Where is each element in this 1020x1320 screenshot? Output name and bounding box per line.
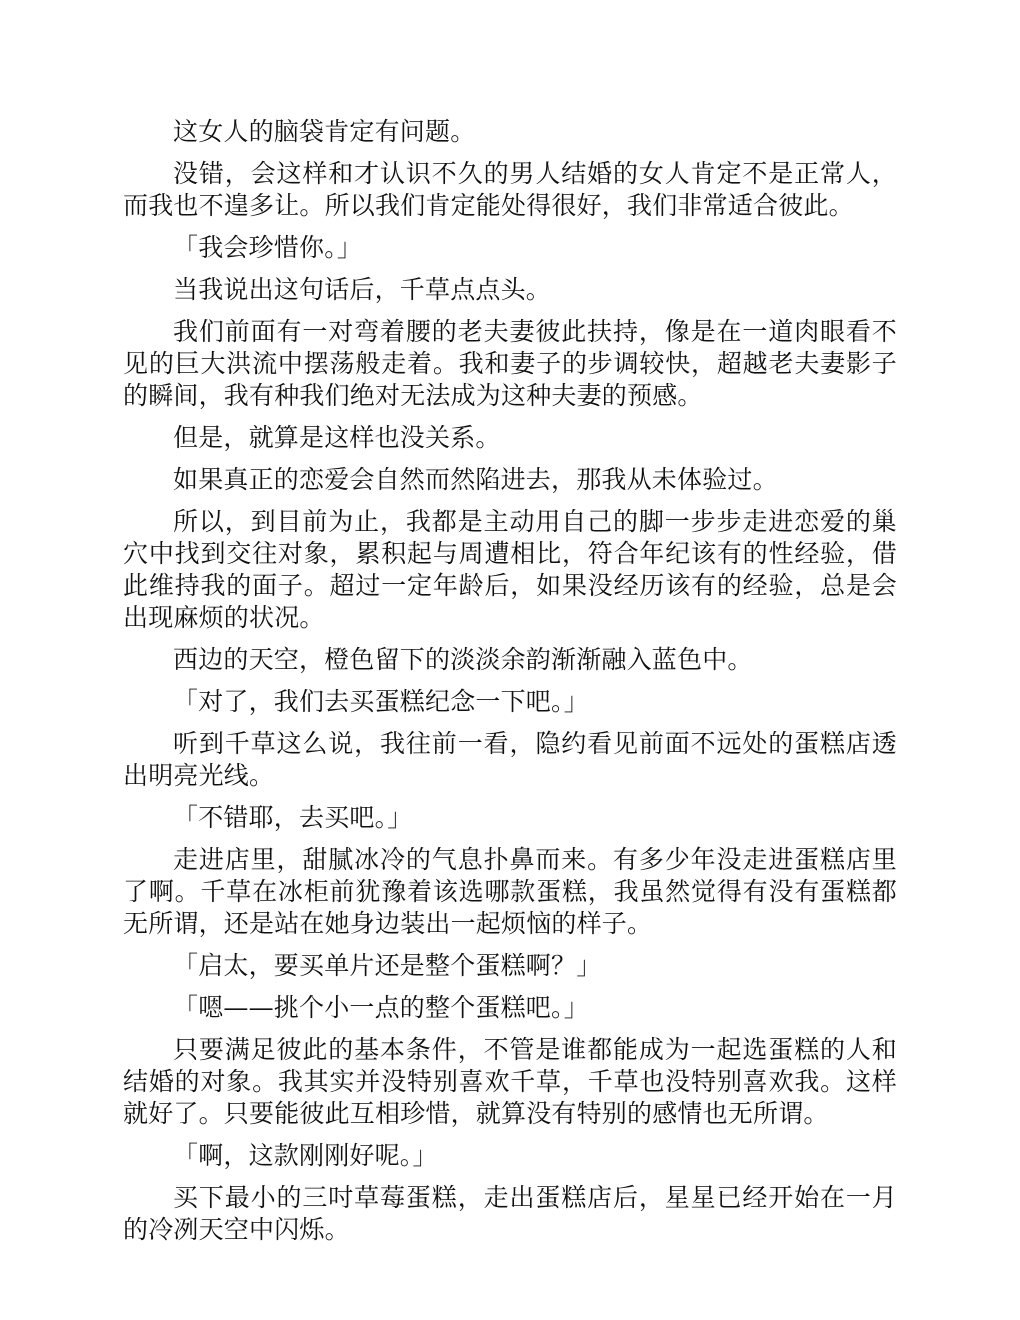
paragraph: 我们前面有一对弯着腰的老夫妻彼此扶持，像是在一道肉眼看不见的巨大洪流中摆荡般走着。我和妻子的步调较快，超越老夫妻影子的瞬间，我有种我们绝对无法成为这种夫妻的预感。: [123, 317, 897, 410]
paragraph: 只要满足彼此的基本条件，不管是谁都能成为一起选蛋糕的人和结婚的对象。我其实并没特别喜欢千草，千草也没特别喜欢我。这样就好了。只要能彼此互相珍惜，就算没有特别的感情也无所谓。: [123, 1035, 897, 1128]
paragraph: 「不错耶，去买吧。」: [173, 803, 413, 832]
paragraph: 「对了，我们去买蛋糕纪念一下吧。」: [173, 687, 589, 716]
paragraph: 这女人的脑袋肯定有问题。: [173, 117, 476, 146]
paragraph: 「启太，要买单片还是整个蛋糕啊？」: [173, 951, 602, 980]
paragraph: 西边的天空，橙色留下的淡淡余韵渐渐融入蓝色中。: [173, 645, 753, 674]
paragraph: 所以，到目前为止，我都是主动用自己的脚一步步走进恋爱的巢穴中找到交往对象，累积起与周遭相比，符合年纪该有的性经验，借此维持我的面子。超过一定年龄后，如果没经历该有的经验，总是会出现麻烦的状况。: [123, 507, 897, 632]
document-page: [123, 116, 897, 1256]
paragraph: 当我说出这句话后，千草点点头。: [173, 275, 552, 304]
paragraph: 「啊，这款刚刚好呢。」: [173, 1141, 438, 1170]
paragraph: 但是，就算是这样也没关系。: [173, 423, 501, 452]
paragraph: 走进店里，甜腻冰冷的气息扑鼻而来。有多少年没走进蛋糕店里了啊。千草在冰柜前犹豫着该选哪款蛋糕，我虽然觉得有没有蛋糕都无所谓，还是站在她身边装出一起烦恼的样子。: [123, 845, 897, 938]
paragraph: 听到千草这么说，我往前一看，隐约看见前面不远处的蛋糕店透出明亮光线。: [123, 729, 897, 790]
paragraph: 「嗯——挑个小一点的整个蛋糕吧。」: [173, 993, 589, 1022]
paragraph: 「我会珍惜你。」: [173, 233, 363, 262]
paragraph: 没错，会这样和才认识不久的男人结婚的女人肯定不是正常人，而我也不遑多让。所以我们肯定能处得很好，我们非常适合彼此。: [123, 159, 897, 220]
paragraph: 买下最小的三吋草莓蛋糕，走出蛋糕店后，星星已经开始在一月的冷冽天空中闪烁。: [123, 1183, 897, 1244]
paragraph: 如果真正的恋爱会自然而然陷进去，那我从未体验过。: [173, 465, 778, 494]
